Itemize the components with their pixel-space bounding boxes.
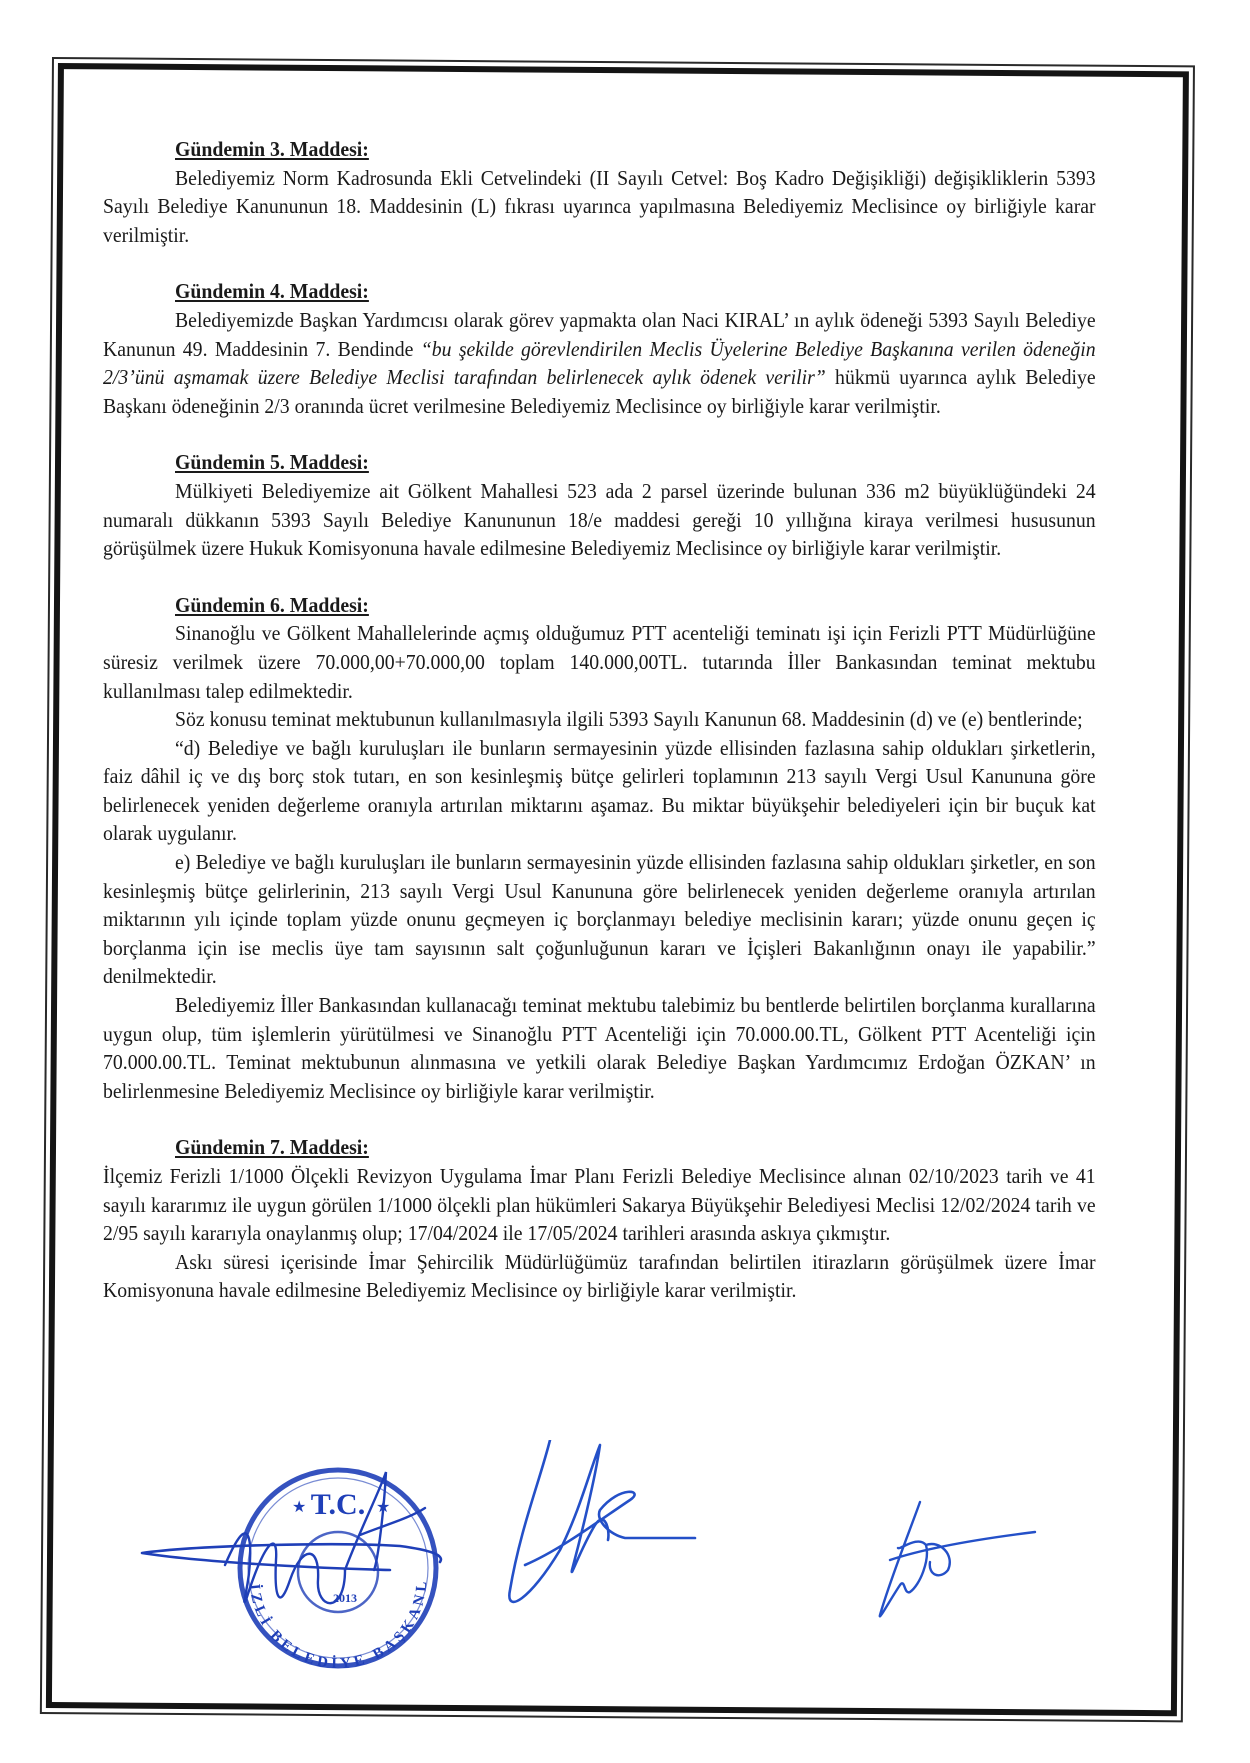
stamp-seal-icon bbox=[140, 1450, 490, 1680]
agenda-item-heading: Gündemin 4. Maddesi: bbox=[175, 281, 369, 304]
agenda-item-paragraph: Sinanoğlu ve Gölkent Mahallelerinde açmış olduğumuz PTT acenteliği teminatı işi için Ferizli PTT Müdürlüğüne süresiz verilmek üzere 70.000,00+70.000,00 toplam 140.000,00TL. tutarında İller Bankasından teminat mektubu kullanılması talep edilmektedir. bbox=[103, 623, 1096, 703]
agenda-item-paragraph: Mülkiyeti Belediyemize ait Gölkent Mahallesi 523 ada 2 parsel üzerinde bulunan 336 m2 büyüklüğündeki 24 numaralı dükkanın 5393 Sayılı Belediye Kanununun 18/e maddesi gereği 10 yıllığına kiraya verilmesi hususunun görüşülmek üzere Hukuk Komisyonuna havale edilmesine Belediyemiz Meclisince oy birliğiyle karar verilmiştir. bbox=[103, 480, 1096, 561]
agenda-item-5 bbox=[103, 449, 1096, 563]
stamp-top-text: T.C. bbox=[310, 1488, 366, 1521]
agenda-item-heading: Gündemin 7. Maddesi: bbox=[175, 1137, 369, 1160]
agenda-item-paragraph: Belediyemiz Norm Kadrosunda Ekli Cetvelindeki (II Sayılı Cetvel: Boş Kadro Değişikliği) değişikliklerin 5393 Sayılı Belediye Kanununun 18. Maddesinin (L) fıkrası uyarınca yapılmasına Belediyemiz Meclisince oy birliğiyle karar verilmiştir. bbox=[103, 167, 1096, 247]
law-clause-e: e) Belediye ve bağlı kuruluşları ile bunların sermayesinin yüzde ellisinden fazlasına sahip oldukları şirketler, en son kesinleşmiş bütçe gelirlerinin, 213 sayılı Vergi Usul Kanununa göre belirlenecek yeniden değerleme oranıyla artırılan miktarının yılı içinde toplam yüzde onunu geçmeyen iç borçlanmayı belediye meclisinin kararı; yüzde onunu geçen iç borçlanma için ise meclis üye tam sayısının salt çoğunluğunun kararı ve İçişleri Bakanlığının onayı ile yapabilir.” denilmektedir. bbox=[103, 852, 1096, 989]
agenda-item-paragraph: İlçemiz Ferizli 1/1000 Ölçekli Revizyon Uygulama İmar Planı Ferizli Belediye Meclisince alınan 02/10/2023 tarih ve 41 sayılı kararımız ile uygun görülen 1/1000 ölçekli plan hükümleri Sakarya Büyükşehir Belediyesi Meclisi 12/02/2024 tarih ve 2/95 sayılı kararıyla onaylanmış olup; 17/04/2024 ile 17/05/2024 tarihleri arasında askıya çıkmıştır. bbox=[103, 1166, 1096, 1246]
agenda-item-6 bbox=[103, 592, 1096, 1107]
paragraph-text: Belediyemizde Başkan Yardımcısı olarak görev yapmakta olan Naci KIRAL’ ın aylık ödeneği 5393 Sayılı Belediye Kanunun 49. Maddesinin 7. Bendinde bbox=[103, 309, 1096, 361]
star-icon: ★ bbox=[376, 1499, 391, 1516]
official-stamp bbox=[140, 1450, 490, 1680]
document-body bbox=[103, 136, 1096, 1334]
agenda-item-4 bbox=[103, 278, 1096, 421]
paragraph-text: hükmü uyarınca aylık Belediye Başkanı ödeneğinin 2/3 oranında ücret verilmesine Belediyemiz Meclisince oy birliğiyle karar verilmiştir. bbox=[103, 367, 1096, 418]
law-quote: “bu şekilde görevlendirilen Meclis Üyelerine Belediye Başkanına verilen ödeneğin 2/3’ünü aşmamak üzere Belediye Meclisi tarafından belirlenecek aylık ödenek verilir” bbox=[103, 338, 1096, 390]
star-icon: ★ bbox=[292, 1499, 307, 1516]
agenda-item-heading: Gündemin 3. Maddesi: bbox=[175, 139, 369, 161]
agenda-item-paragraph bbox=[103, 307, 1096, 421]
signature-council-member-2 bbox=[860, 1500, 1040, 1630]
stamp-ring-text: İZLİ BELEDİYE BAŞKANL bbox=[246, 1577, 431, 1673]
agenda-item-paragraph: Belediyemiz İller Bankasından kullanacağı teminat mektubu talebimiz bu bentlerde belirtilen borçlanma kurallarına uygun olup, tüm işlemlerin yürütülmesi ve Sinanoğlu PTT Acenteliği için 70.000.00.TL, Gölkent PTT Acenteliği için 70.000.00.TL. Teminat mektubunun alınmasına ve yetkili olarak Belediye Başkan Yardımcımız Erdoğan ÖZKAN’ ın belirlenmesine Belediyemiz Meclisince oy birliğiyle karar verilmiştir. bbox=[103, 995, 1096, 1103]
signature-council-member-1 bbox=[500, 1440, 730, 1620]
agenda-item-paragraph: Askı süresi içerisinde İmar Şehircilik Müdürlüğümüz tarafından belirtilen itirazların görüşülmek üzere İmar Komisyonuna havale edilmesine Belediyemiz Meclisince oy birliğiyle karar verilmiştir. bbox=[103, 1251, 1096, 1303]
signature-icon bbox=[500, 1440, 730, 1620]
agenda-item-paragraph: Söz konusu teminat mektubunun kullanılmasıyla ilgili 5393 Sayılı Kanunun 68. Maddesinin (d) ve (e) bentlerinde; bbox=[175, 709, 1083, 732]
agenda-item-heading: Gündemin 6. Maddesi: bbox=[175, 594, 369, 617]
law-clause-d: “d) Belediye ve bağlı kuruluşları ile bunların sermayesinin yüzde ellisinden fazlasına sahip oldukları şirketlerin, faiz dâhil iç ve dış borç stok tutarı, en son kesinleşmiş bütçe gelirleri toplamının 213 sayılı Vergi Usul Kanununa göre belirlenecek yeniden değerleme oranıyla artırılan miktarını aşamaz. Bu miktar büyükşehir belediyeleri için bir buçuk kat olarak uygulanır. bbox=[103, 737, 1096, 846]
agenda-item-3 bbox=[103, 136, 1096, 250]
agenda-item-7 bbox=[103, 1134, 1096, 1306]
signature-icon bbox=[860, 1500, 1040, 1630]
agenda-item-heading: Gündemin 5. Maddesi: bbox=[175, 452, 369, 475]
stamp-center-text: 2013 bbox=[333, 1591, 357, 1605]
